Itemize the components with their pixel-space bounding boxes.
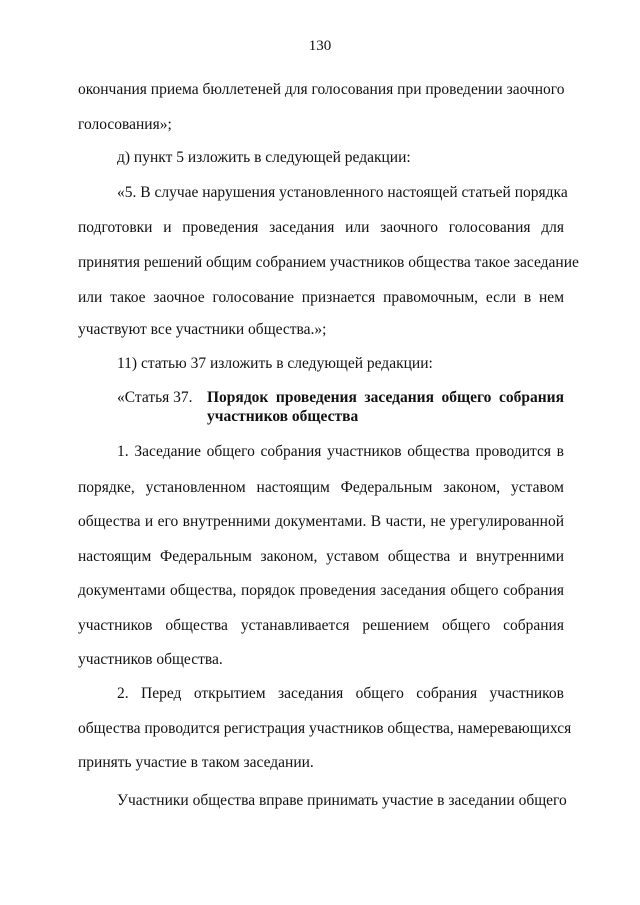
text-line: 1. Заседание общего собрания участников общества проводится в	[117, 443, 564, 460]
text-line: Участники общества вправе принимать участие в заседании общего	[117, 792, 567, 809]
text-line: участвуют все участники общества.»;	[78, 321, 327, 338]
page-number: 130	[308, 38, 332, 54]
text-line: подготовки и проведения заседания или заочного голосования для	[78, 219, 564, 236]
text-line: принятия решений общим собранием участников общества такое заседание	[78, 254, 579, 271]
text-line: «5. В случае нарушения установленного настоящей статьей порядка	[117, 184, 568, 201]
article-title	[207, 388, 564, 426]
text-line: общества и его внутренними документами. В части, не урегулированной	[78, 513, 564, 530]
article-number: «Статья 37.	[117, 389, 193, 406]
text-line: общества проводится регистрация участников общества, намеревающихся	[78, 720, 572, 737]
text-line: участников общества устанавливается решением общего собрания	[78, 617, 564, 634]
text-line: 2. Перед открытием заседания общего собрания участников	[117, 685, 564, 702]
text-line: принять участие в таком заседании.	[78, 754, 314, 771]
text-line: порядке, установленном настоящим Федеральным законом, уставом	[78, 479, 564, 496]
text-line: 11) статью 37 изложить в следующей редакции:	[117, 355, 433, 372]
text-line: или такое заочное голосование признается правомочным, если в нем	[78, 289, 564, 306]
text-line: голосования»;	[78, 116, 172, 133]
text-line: окончания приема бюллетеней для голосования при проведении заочного	[78, 81, 565, 98]
text-line: д) пункт 5 изложить в следующей редакции:	[117, 149, 411, 166]
article-title-line: участников общества	[207, 408, 359, 425]
text-line: настоящим Федеральным законом, уставом общества и внутренними	[78, 548, 564, 565]
article-title-line: Порядок проведения заседания общего собрания	[207, 389, 564, 406]
text-line: участников общества.	[78, 651, 223, 668]
text-line: документами общества, порядок проведения заседания общего собрания	[78, 582, 564, 599]
